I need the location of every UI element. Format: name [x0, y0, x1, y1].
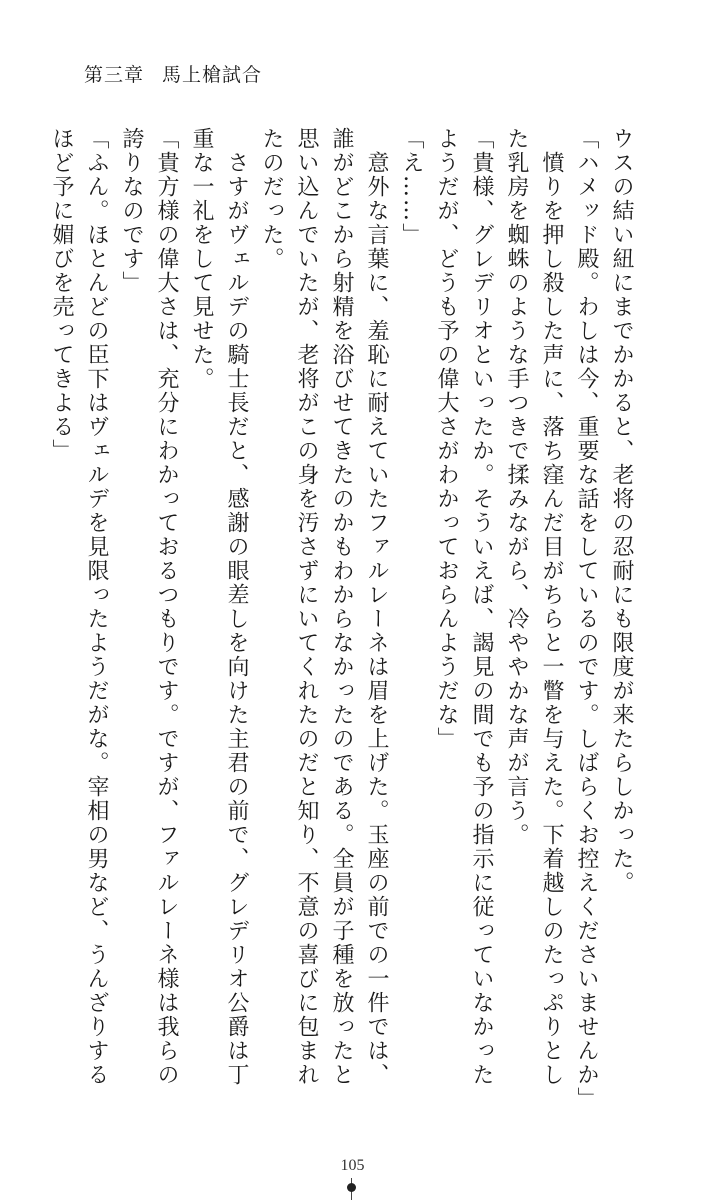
text-line: 思い込んでいたが、老将がこの身を汚さずにいてくれたのだと知り、不意の喜びに包まれ: [294, 127, 319, 1087]
text-line: 「貴方様の偉大さは、充分にわかっておるつもりです。ですが、ファルレーネ様は我らの: [154, 127, 179, 1087]
text-line: 「貴様、グレデリオといったか。そういえば、謁見の間でも予の指示に従っていなかった: [469, 127, 494, 1087]
text-line: た乳房を蜘蛛のような手つきで揉みながら、冷ややかな声が言う。: [504, 127, 529, 847]
chapter-number: 第三章: [84, 64, 145, 86]
text-line: ようだが、どうも予の偉大さがわかっておらんようだな」: [434, 127, 459, 751]
page-number: 105: [340, 1157, 365, 1174]
text-line: 誇りなのです」: [119, 127, 144, 295]
chapter-title: 馬上槍試合: [162, 64, 263, 86]
body-text: [49, 127, 639, 1187]
text-line: 「え……」: [399, 127, 424, 247]
text-line: さすがヴェルデの騎士長だと、感謝の眼差しを向けた主君の前で、グレデリオ公爵は丁: [224, 127, 249, 1087]
text-line: ウスの結い紐にまでかかると、老将の忍耐にも限度が来たらしかった。: [609, 127, 634, 895]
text-line: ほど予に媚びを売ってきよる」: [49, 127, 74, 463]
running-header: [84, 60, 262, 87]
text-line: 「ふん。ほとんどの臣下はヴェルデを見限ったようだがな。宰相の男など、うんざりする: [84, 127, 109, 1087]
text-line: 重な一礼をして見せた。: [189, 127, 214, 391]
text-line: 憤りを押し殺した声に、落ち窪んだ目がちらと一瞥を与えた。下着越しのたっぷりとし: [539, 127, 564, 1087]
text-line: 「ハメッド殿。わしは今、重要な話をしているのです。しばらくお控えくださいませんか」: [574, 127, 599, 1111]
page-dot-ornament: [347, 1183, 356, 1192]
text-line: たのだった。: [259, 127, 284, 271]
text-line: 意外な言葉に、羞恥に耐えていたファルレーネは眉を上げた。玉座の前での一件では、: [364, 127, 389, 1087]
text-line: 誰がどこから射精を浴びせてきたのかもわからなかったのである。全員が子種を放ったと: [329, 127, 354, 1087]
